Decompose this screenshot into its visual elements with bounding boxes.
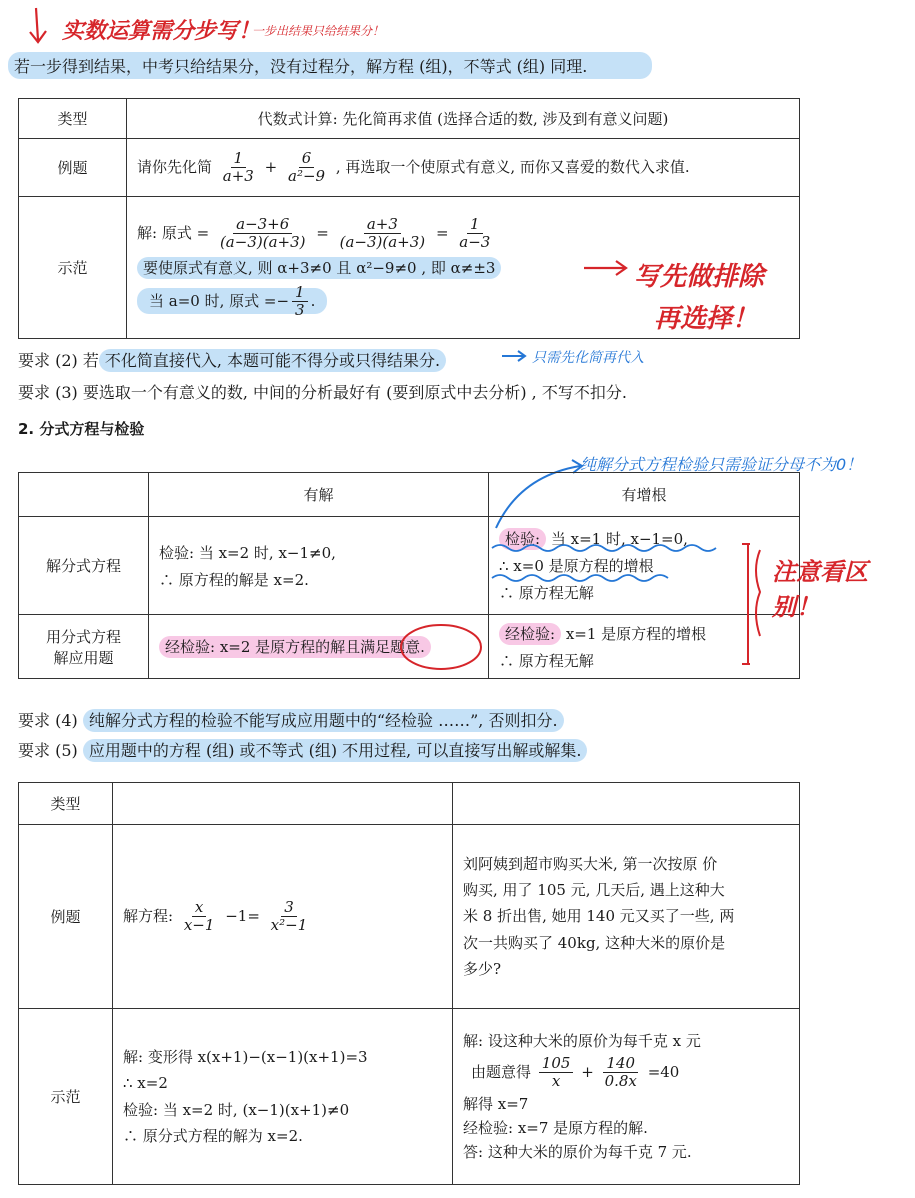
annotation-top-red-small: 一步出结果只给结果分！ xyxy=(252,24,385,38)
demo-label-3: 示范 xyxy=(19,1009,113,1185)
demo-word-problem: 解: 设这种大米的原价为每千克 x 元 由题意得 $\frac{105}{x}$ + $\frac{140}{0.8x}$ =40 解得 x=7 经检验: x=7 是原方程的解. 答: 这种大米的原价为每千克 7 元. xyxy=(453,1009,800,1185)
demo-equation: 解: 变形得 x(x+1)−(x−1)(x+1)=3 ∴ x=2 检验: 当 x=2 时, (x−1)(x+1)≠0 ∴ 原分式方程的解为 x=2. xyxy=(113,1009,453,1185)
solution-line: 解: 原式 = $\frac{a-3+6}{(a-3)(a+3)}$ = $\frac{a+3}{(a-3)(a+3)}$ = $\frac{1}{a-3}$ xyxy=(137,214,491,251)
row-solve-equation: 解分式方程 xyxy=(19,517,149,615)
requirement-2: 要求 (2) 若 不化简直接代入, 本题可能不得分或只得结果分. xyxy=(18,348,446,371)
example-pre: 请你先化简 xyxy=(137,157,213,176)
wavy-underline xyxy=(490,540,730,584)
type-label: 类型 xyxy=(19,99,127,139)
example-post: , 再选取一个使原式有意义, 而你又喜爱的数代入求值. xyxy=(335,157,690,176)
col-has-solution: 有解 xyxy=(149,473,489,517)
annotation-red-compare: 注意看区别！ xyxy=(772,558,868,621)
cell-solve-extraneous: 检验: 当 x=1 时, x−1=0, ∴ x=0 是原方程的增根 ∴ 原方程无解 xyxy=(489,517,800,615)
type-label-3: 类型 xyxy=(19,783,113,825)
row-application: 用分式方程 解应用题 xyxy=(19,615,149,679)
annotation-blue-req2: 只需先化简再代入 xyxy=(532,350,644,366)
example-label: 例题 xyxy=(19,139,127,197)
condition-line: 要使原式有意义, 则 α+3≠0 且 α²−9≠0 , 即 α≠±3 xyxy=(137,257,501,279)
circle-mark xyxy=(396,620,486,674)
choose-line: 当 a=0 时, 原式 =− $\frac{1}{3}$ . xyxy=(137,288,327,314)
example-word-problem: 刘阿姨到超市购买大米, 第一次按原 价 购买, 用了 105 元, 几天后, 遇上这种大 米 8 折出售, 她用 140 元又买了一些, 两 次一共购买了 40kg, 这种大米的原价是 多少? xyxy=(453,825,800,1009)
plus-sign: + xyxy=(264,157,278,176)
type-value: 代数式计算: 先化简再求值 (选择合适的数, 涉及到有意义问题) xyxy=(127,99,800,139)
annotation-blue-mid: 纯解分式方程检验只需验证分母不为0！ xyxy=(580,455,863,474)
annotation-red-right: 写先做排除 xyxy=(634,262,765,292)
cell-application-has-solution: 经检验: x=2 是原方程的解且满足题意. xyxy=(149,615,489,679)
right-arrow-icon xyxy=(500,348,528,364)
fraction: $\frac{6}{\text{a²−9}}$ xyxy=(288,148,326,185)
requirement-3: 要求 (3) 要选取一个有意义的数, 中间的分析最好有 (要到原式中去分析) , 不写不扣分. xyxy=(18,383,627,402)
table-examples xyxy=(18,782,800,1185)
example-content xyxy=(127,139,800,197)
demo-label: 示范 xyxy=(19,197,127,339)
fraction: $\frac{1}{a+3}$ xyxy=(222,148,254,185)
annotation-top-red: 实数运算需分步写！ xyxy=(62,19,261,44)
requirement-4: 要求 (4) 纯解分式方程的检验不能写成应用题中的“经检验 ……”, 否则扣分. xyxy=(18,708,564,731)
right-arrow-icon xyxy=(582,258,630,278)
cell-solve-has-solution: 检验: 当 x=2 时, x−1≠0, ∴ 原方程的解是 x=2. xyxy=(149,517,489,615)
annotation-red-right-2: 再选择！ xyxy=(654,304,759,334)
intro-text: 若一步得到结果，中考只给结果分，没有过程分，解方程 (组)，不等式 (组) 同理. xyxy=(8,52,652,79)
requirement-5: 要求 (5) 应用题中的方程 (组) 或不等式 (组) 不用过程, 可以直接写出解或解集. xyxy=(18,738,587,761)
cell-application-extraneous: 经检验: x=1 是原方程的增根 ∴ 原方程无解 xyxy=(489,615,800,679)
down-arrow-icon xyxy=(24,6,54,46)
col-extraneous-root: 有增根 xyxy=(489,473,800,517)
example-label-3: 例题 xyxy=(19,825,113,1009)
bracket-icon xyxy=(738,540,768,670)
section-title: 2. 分式方程与检验 xyxy=(18,420,145,438)
example-equation: 解方程: $\frac{x}{x-1}$ −1= $\frac{3}{\text{x²−1}}$ xyxy=(113,825,453,1009)
